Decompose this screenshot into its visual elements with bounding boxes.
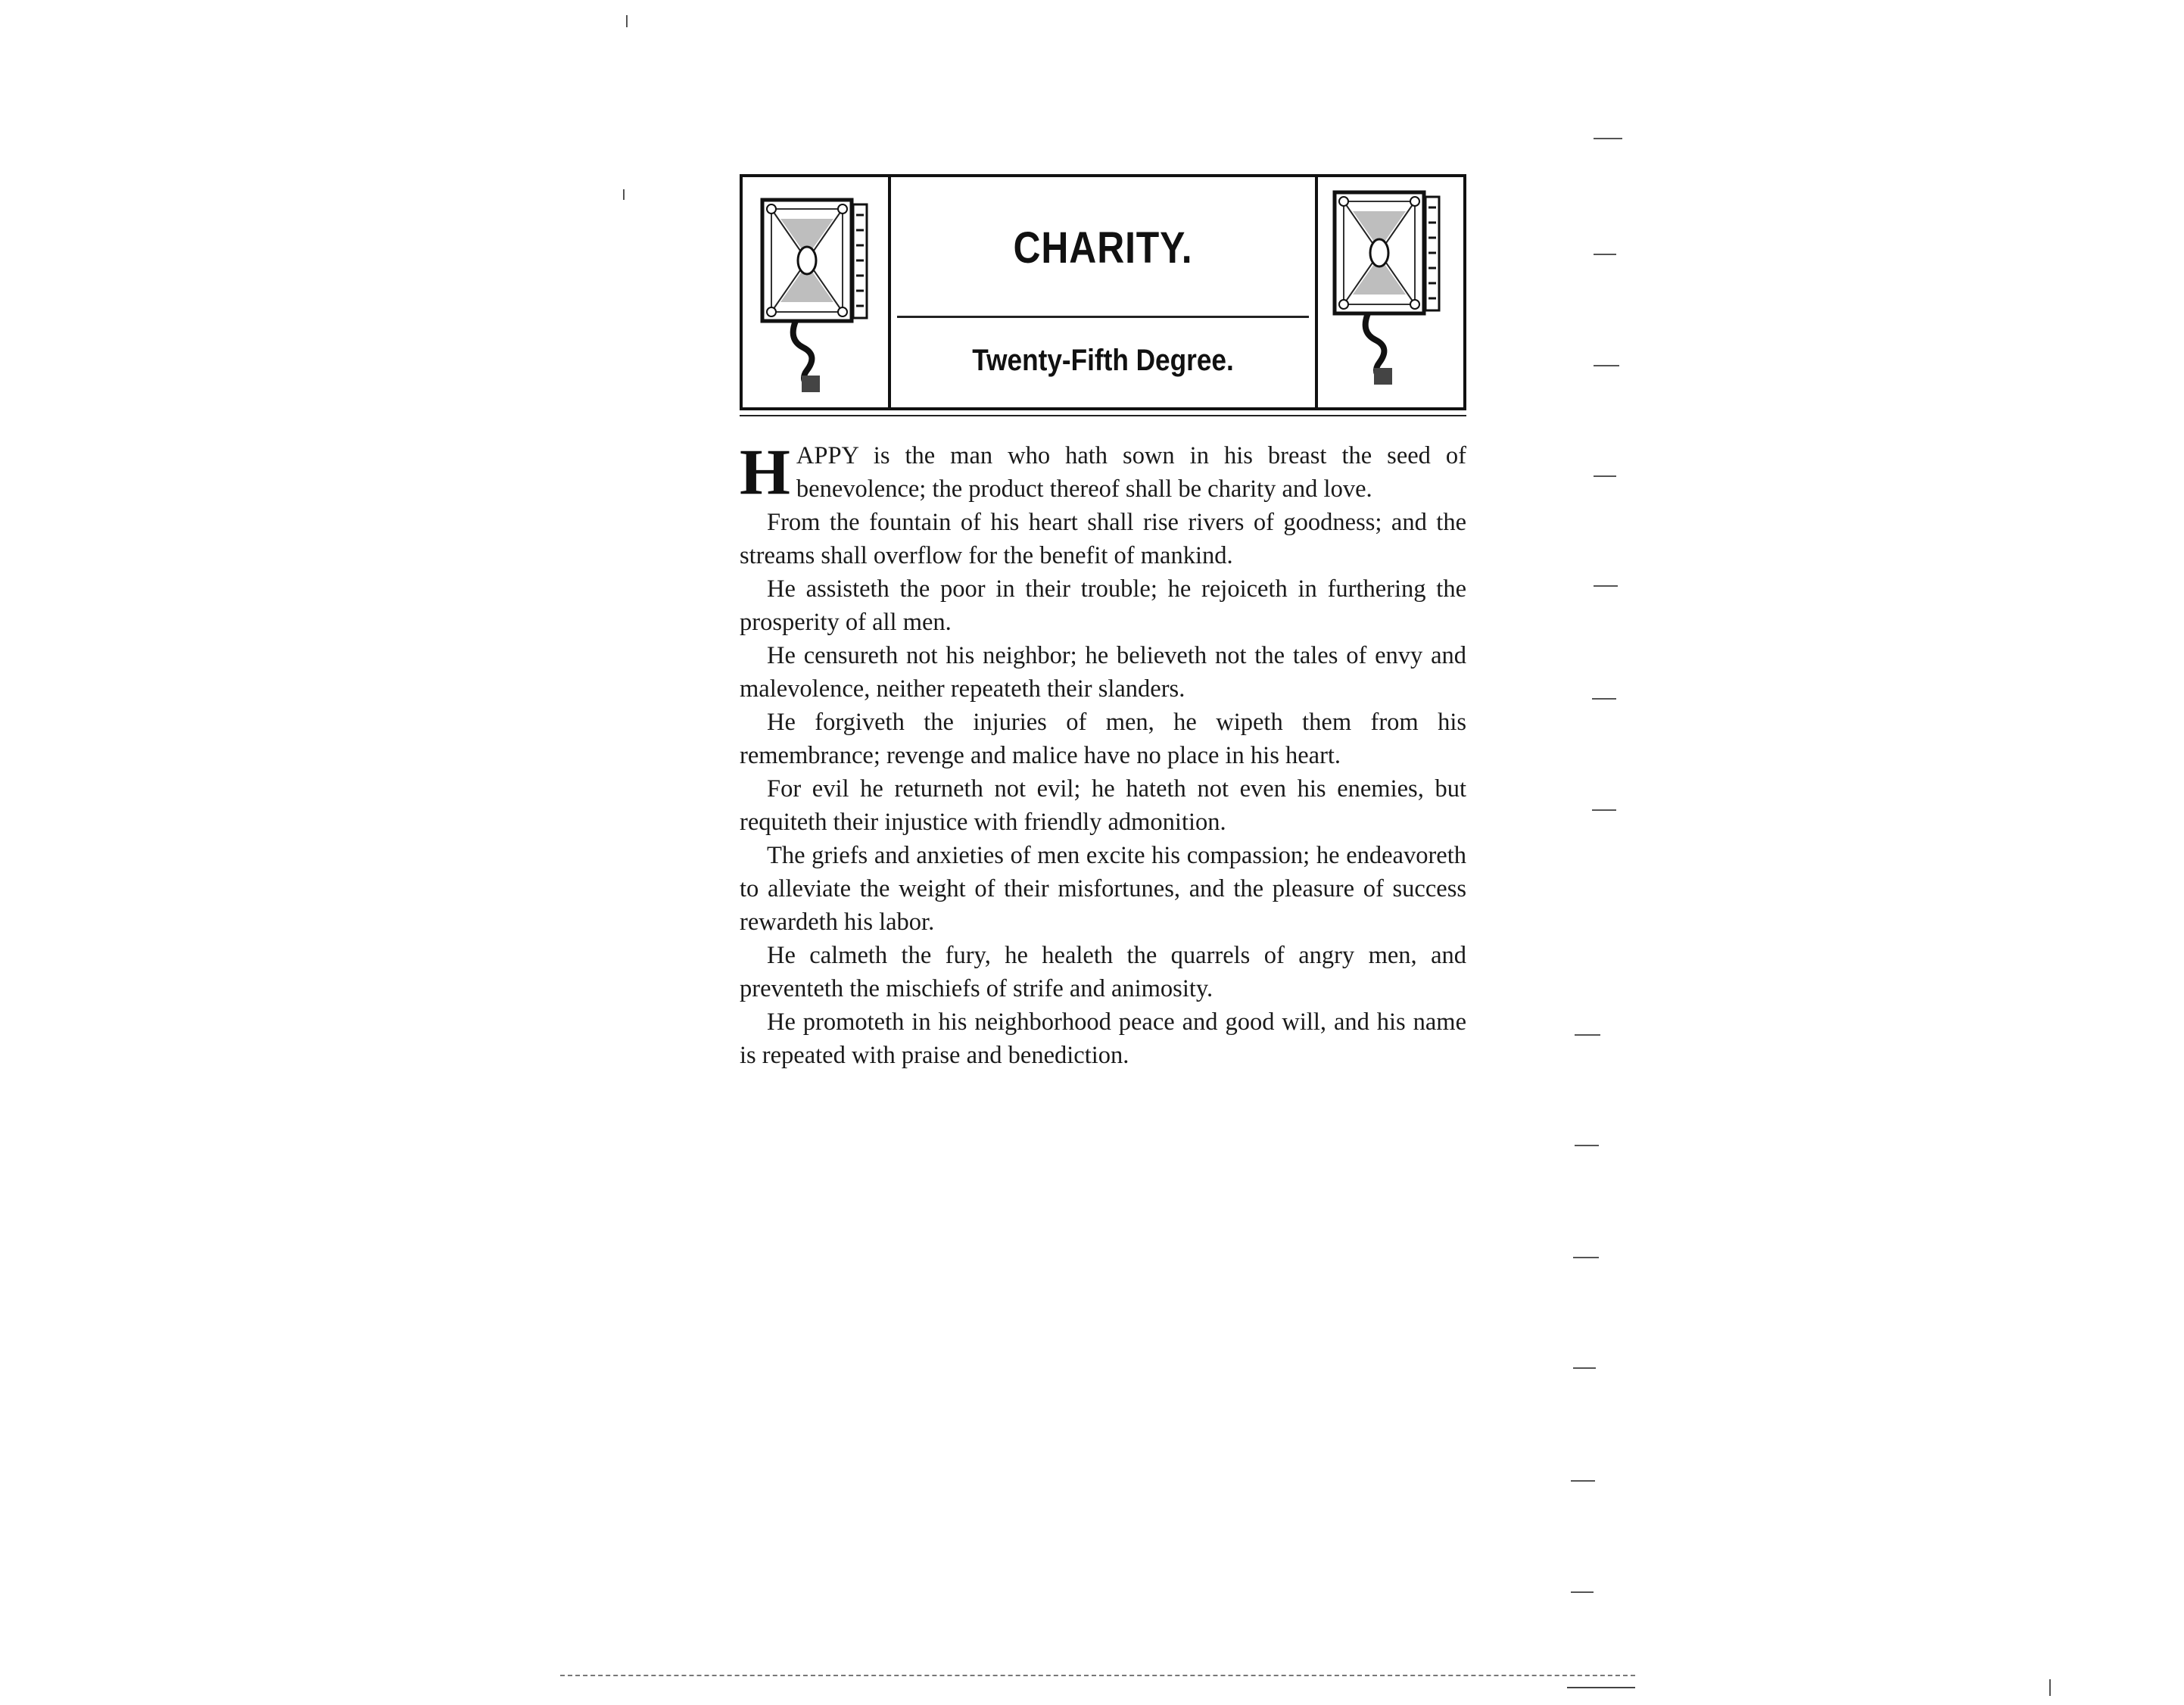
scan-mark bbox=[626, 15, 628, 27]
scan-mark bbox=[2049, 1679, 2051, 1696]
page-title: CHARITY. bbox=[1013, 223, 1193, 273]
scan-mark bbox=[1571, 1480, 1595, 1482]
scan-edge bbox=[1567, 1687, 1635, 1688]
scan-mark bbox=[1594, 138, 1622, 139]
paragraph: He promoteth in his neighborhood peace and good will, and his name is repeated with praise and benediction. bbox=[740, 1008, 1466, 1069]
chapter-header bbox=[740, 174, 1466, 410]
degree-subtitle: Twenty-Fifth Degree. bbox=[972, 344, 1234, 377]
paragraph: He forgiveth the injuries of men, he wipeth them from his remembrance; revenge and malice have no place in his heart. bbox=[740, 709, 1466, 769]
scan-mark bbox=[1573, 1367, 1596, 1369]
scan-mark bbox=[1573, 1257, 1599, 1258]
scan-mark bbox=[1592, 698, 1616, 700]
title-cell bbox=[891, 177, 1315, 407]
scan-mark bbox=[1594, 475, 1616, 477]
emblem-right-cell bbox=[1315, 177, 1463, 407]
paragraph: He assisteth the poor in their trouble; he rejoiceth in furthering the prosperity of all men. bbox=[740, 575, 1466, 636]
paragraph: He calmeth the fury, he healeth the quarrels of angry men, and preventeth the mischiefs of strife and animosity. bbox=[740, 942, 1466, 1002]
scan-mark bbox=[623, 189, 625, 200]
scan-mark bbox=[1575, 1145, 1599, 1146]
apron-emblem-icon bbox=[1318, 177, 1463, 407]
scan-mark bbox=[1571, 1591, 1594, 1593]
paragraph: From the fountain of his heart shall rise rivers of goodness; and the streams shall overflow for the benefit of mankind. bbox=[740, 509, 1466, 569]
apron-emblem-icon bbox=[743, 177, 888, 407]
drop-cap: H bbox=[740, 435, 790, 508]
title-divider bbox=[897, 316, 1309, 318]
paragraph-text: APPY is the man who hath sown in his breast the seed of benevolence; the product thereof shall be charity and love. bbox=[796, 442, 1466, 503]
paragraph bbox=[740, 435, 1466, 508]
paragraph: For evil he returneth not evil; he hateth not even his enemies, but requiteth their injustice with friendly admonition. bbox=[740, 775, 1466, 836]
scan-mark bbox=[1592, 809, 1616, 811]
chapter-body bbox=[740, 435, 1466, 1072]
emblem-left-cell bbox=[743, 177, 891, 407]
scan-mark bbox=[1575, 1034, 1600, 1036]
scan-mark bbox=[1594, 365, 1619, 366]
scan-mark bbox=[1594, 254, 1616, 255]
paragraph: The griefs and anxieties of men excite his compassion; he endeavoreth to alleviate the weight of their misfortunes, and the pleasure of success rewardeth his labor. bbox=[740, 842, 1466, 936]
scan-edge bbox=[560, 1675, 1635, 1676]
paragraph: He censureth not his neighbor; he believeth not the tales of envy and malevolence, neither repeateth their slanders. bbox=[740, 642, 1466, 703]
scan-mark bbox=[1594, 585, 1618, 587]
